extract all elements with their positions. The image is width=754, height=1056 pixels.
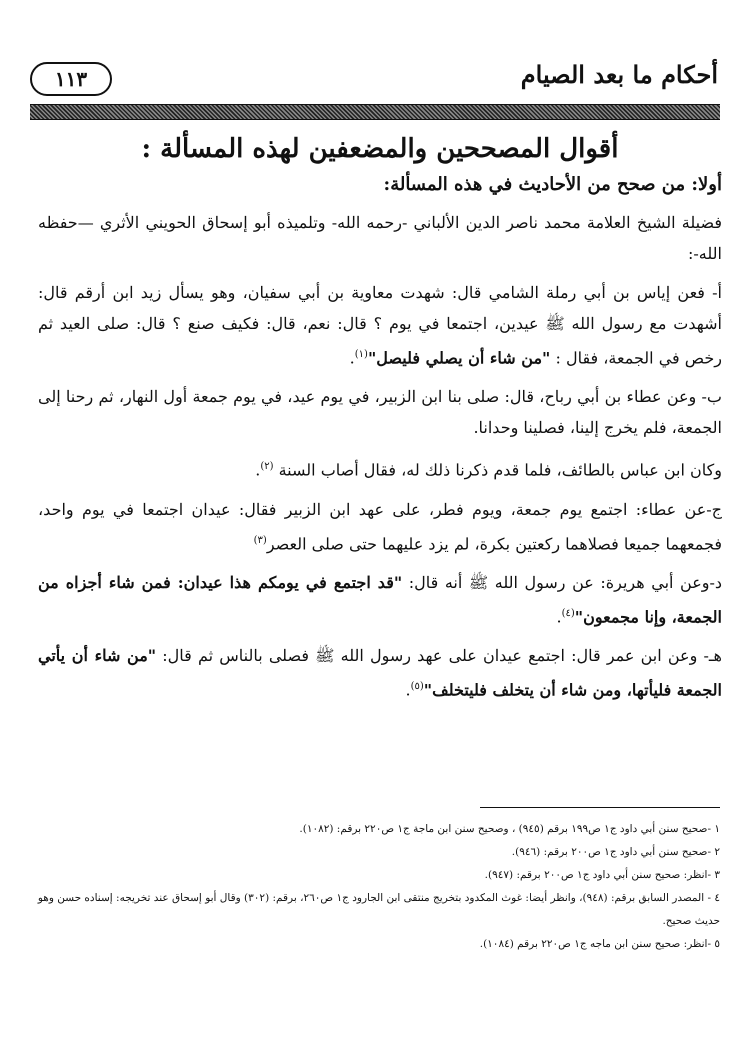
footnote-2: ٢ -صحيح سنن أبي داود ج١ ص٢٠٠ برقم: (٩٤٦). (511, 846, 720, 858)
page-number: ١١٣ (30, 62, 112, 96)
footnote-ref-1: (١) (354, 349, 368, 360)
footnote-5: ٥ -انظر: صحيح سنن ابن ماجه ج١ ص٢٢٠ برقم (١٠٨٤). (479, 938, 720, 950)
paragraph-3: ب- وعن عطاء بن أبي رباح، قال: صلى بنا ابن الزبير، في يوم عيد، في يوم جمعة أول النهار، ثم رحنا إلى الجمعة، فلم يخرج إلينا، فصلينا وحدانا. (38, 387, 722, 438)
hadith-quote-1: "من شاء أن يصلي فليصل" (367, 348, 551, 368)
paragraph-2: أ- فعن إياس بن أبي رملة الشامي قال: شهدت معاوية بن أبي سفيان، وهو يسأل زيد ابن أرقم قال: أشهدت مع رسول الله ﷺ عيدين، اجتمعا في يوم ؟ قال: نعم، قال: فكيف صنع ؟ قال: صلى العيد ثم رخص في الجمعة، فقال : "من شاء أن يصلي فليصل"$^{(١)}$. (38, 283, 722, 368)
paragraph-5 (38, 494, 722, 559)
hadith-quote-2: "قد اجتمع في يومكم هذا عيدان: فمن شاء أجزاه من الجمعة، وإنا مجمعون" (38, 572, 722, 627)
paragraph-6-text: د-وعن أبي هريرة: عن رسول الله ﷺ أنه قال: (402, 572, 723, 592)
paragraph-1: فضيلة الشيخ العلامة محمد ناصر الدين الألباني -رحمه الله- وتلميذه أبو إسحاق الحويني الأثري —حفظه الله-: (38, 213, 722, 263)
paragraph-4: وكان ابن عباس بالطائف، فلما قدم ذكرنا ذلك له، فقال أصاب السنة $^{(٢)}$. (255, 460, 722, 480)
footnote-3: ٣ -انظر: صحيح سنن أبي داود ج١ ص٢٠٠ برقم: (٩٤٧). (484, 869, 720, 881)
main-content (38, 134, 722, 714)
footnote-ref-2: (٢) (260, 461, 274, 473)
footnote-divider (480, 807, 720, 808)
running-title: أحكام ما بعد الصيام (520, 60, 718, 89)
paragraph-7-text: هـ- وعن ابن عمر قال: اجتمع عيدان على عهد رسول الله ﷺ فصلى بالناس ثم قال: (156, 646, 722, 666)
page-header (30, 58, 718, 100)
footnotes (34, 818, 720, 956)
header-divider (30, 104, 720, 120)
paragraph-6: د-وعن أبي هريرة: عن رسول الله ﷺ أنه قال: "قد اجتمع في يومكم هذا عيدان: فمن شاء أجزاه من الجمعة، وإنا مجمعون"$^{(٤)}$. (38, 572, 723, 627)
footnote-4: ٤ - المصدر السابق برقم: (٩٤٨)، وانظر أيضا: غوث المكدود بتخريج منتقى ابن الجارود ج١ ص٢٦٠، برقم: (٣٠٢) وقال أبو إسحاق عند تخريجه: إسناده حسن وهو حديث صحيح. (37, 892, 720, 927)
footnote-ref-4: (٤) (561, 607, 575, 619)
paragraph-2-text: أ- فعن إياس بن أبي رملة الشامي قال: شهدت معاوية بن أبي سفيان، وهو يسأل زيد ابن أرقم قال: أشهدت مع رسول الله ﷺ عيدين، اجتمعا في يوم ؟ قال: نعم، قال: فكيف صنع ؟ قال: صلى العيد ثم رخص في الجمعة، فقال : (38, 283, 722, 368)
paragraph-7: هـ- وعن ابن عمر قال: اجتمع عيدان على عهد رسول الله ﷺ فصلى بالناس ثم قال: "من شاء أن يأتي الجمعة فليأتها، ومن شاء أن يتخلف فليتخلف"$^{(٥)}$. (38, 646, 722, 700)
paragraph-4-text: وكان ابن عباس بالطائف، فلما قدم ذكرنا ذلك له، فقال أصاب السنة (273, 460, 722, 480)
first-heading: أولا: من صحح من الأحاديث في هذه المسألة: (383, 174, 722, 195)
footnote-ref-3: (٣) (253, 534, 267, 546)
footnote-ref-5: (٥) (410, 681, 424, 693)
hadith-quote-3: "من شاء أن يأتي الجمعة فليأتها، ومن شاء أن يتخلف فليتخلف" (38, 646, 722, 700)
section-title: أقوال المصححين والمضعفين لهذه المسألة : (141, 134, 619, 164)
footnote-1: ١ -صحيح سنن أبي داود ج١ ص١٩٩ برقم (٩٤٥) ، وصحيح سنن ابن ماجة ج١ ص٢٢٠ برقم: (١٠٨٢). (299, 823, 720, 835)
paragraph-5-text: ج-عن عطاء: اجتمع يوم جمعة، ويوم فطر، على عهد ابن الزبير فقال: عيدان اجتمعا في يوم واحد، فجمعهما جميعا فصلاهما ركعتين بكرة، لم يزد عليهما حتى صلى العصر (38, 499, 722, 553)
